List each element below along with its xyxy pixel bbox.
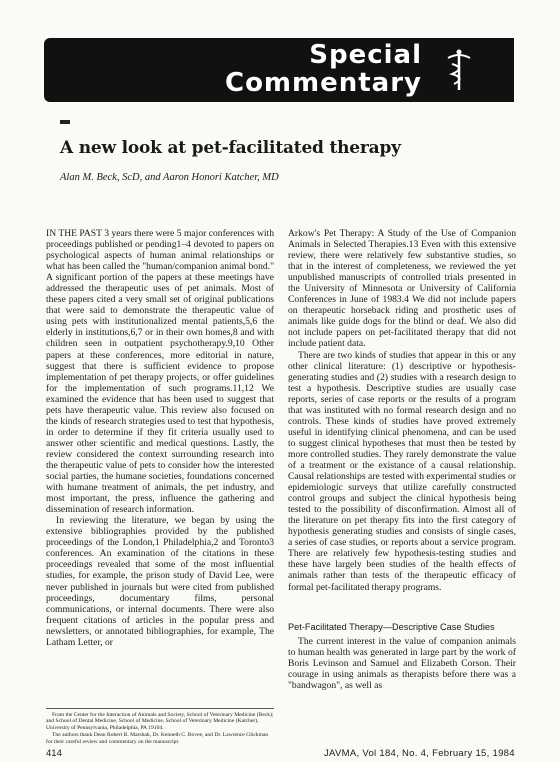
- article-title: A new look at pet-facilitated therapy: [60, 138, 401, 158]
- paragraph: IN THE PAST 3 years there were 5 major conferences with proceedings published or pending1–4 devoted to papers on psychological aspects of human animal relationships or what has been called the "human/companion animal bond." A significant portion of the papers at these meetings have addressed the therapeutic uses of pet animals. Most of these papers cited a very small set of original publications that were said to demonstrate the therapeutic value of using pets with institutionalized mental patients,5,6 the elderly in institutions,6,7 or in their own homes,8 and with children seen in outpatient psychotherapy.9,10 Other papers at these conferences, more editorial in nature, suggest that there is sufficient evidence to propose implementation of pet therapy projects, or offer guidelines for the implementation of such programs.11,12 We examined the evidence that has been used to suggest that pets have therapeutic value. This review also focused on the kinds of research strategies used to test that hypothesis, in order to determine if they fit criteria usually used to answer other scientific and medical questions. Lastly, the review considered the context surrounding research into the therapeutic value of pets to consider how the interested social parties, the humane societies, foundations concerned with humane treatment of animals, the pet industry, and most important, the press, influence the gathering and dissemination of research information.: [46, 228, 274, 516]
- footnote-divider: [46, 708, 274, 709]
- caduceus-icon: [444, 48, 474, 92]
- paragraph: In reviewing the literature, we began by using the extensive bibliographies provided by the published proceedings of the London,1 Philadelphia,2 and Toronto3 conferences. An examination of the citations in these proceedings revealed that some of the most influential studies, for example, the prison study of David Lee, were never published in journals but were cited from published proceedings, documentary films, personal communications, or internal documents. There were also frequent citations of articles in the popular press and newsletters, or annotated bibliographies, for example, The Latham Letter, or: [46, 515, 274, 648]
- paragraph: Arkow's Pet Therapy: A Study of the Use of Companion Animals in Selected Therapies.13 Even with this extensive review, there were relatively few substantive studies, so that in the interest of completeness, we reviewed the yet unpublished manuscripts of controlled trials presented in the University of Minnesota or University of California Conferences in June of 1983.4 We did not include papers on therapeutic horseback riding and prosthetic uses of animals like guide dogs for the blind or deaf. We also did not include papers on pet-facilitated therapy that did not include patient data.: [288, 228, 516, 350]
- authors: Alan M. Beck, ScD, and Aaron Honori Katcher, MD: [60, 172, 279, 183]
- ornament-mark: [60, 120, 70, 124]
- right-column: [288, 228, 516, 593]
- right-column-continued: [288, 636, 516, 691]
- footnotes: [46, 712, 274, 746]
- footnote: The authors thank Dean Robert R. Marshak, Dr. Kenneth C. Bovee, and Dr. Lawrence Glickman for their careful review and commentary on the manuscript.: [46, 732, 269, 745]
- section-heading: Pet-Facilitated Therapy—Descriptive Case Studies: [288, 622, 495, 632]
- paragraph: There are two kinds of studies that appear in this or any other clinical literature: (1) descriptive or hypothesis-generating studies and (2) studies with a research design to test a hypothesis. Descriptive studies are usually case reports, series of case reports or the results of a program that was instituted with no formal research design and no controls. These kinds of studies have proved extremely useful in identifying clinical phenomena, and can be used to suggest clinical hypotheses that must then be tested by more controlled studies. They rarely demonstrate the value of a treatment or the existance of a causal relationship. Causal relationships are tested with experimental studies or epidemiologic surveys that utilize carefully constructed control groups and subject the clinical hypothesis being tested to the possibility of disconfirmation. Almost all of the literature on pet therapy fits into the first category of hypothesis generating studies and consists of single cases, a series of case studies, or reports about a service program. There are relatively few hypothesis-testing studies and these have largely been studies of the health effects of animals rather than tests of the therapeutic efficacy of formal pet-facilitated therapy programs.: [288, 349, 516, 593]
- paragraph: The current interest in the value of companion animals to human health was generated in large part by the work of Boris Levinson and Samuel and Elizabeth Corson. Their courage in using animals as therapists before there was a "bandwagon", as well as: [288, 636, 516, 692]
- journal-reference: JAVMA, Vol 184, No. 4, February 15, 1984: [324, 748, 515, 759]
- left-column: [46, 228, 274, 648]
- banner-line-2: Commentary: [224, 68, 422, 98]
- footnote: From the Center for the Interaction of Animals and Society, School of Veterinary Medicine (Beck); and School of Dental Medicine, School of Medicine, School of Veterinary Medicine (Katcher), University of Pennsylvania, Philadelphia, PA 19104.: [46, 712, 274, 731]
- page-number: 414: [46, 748, 62, 759]
- special-commentary-banner: [44, 38, 514, 102]
- banner-line-1: Special: [309, 40, 422, 70]
